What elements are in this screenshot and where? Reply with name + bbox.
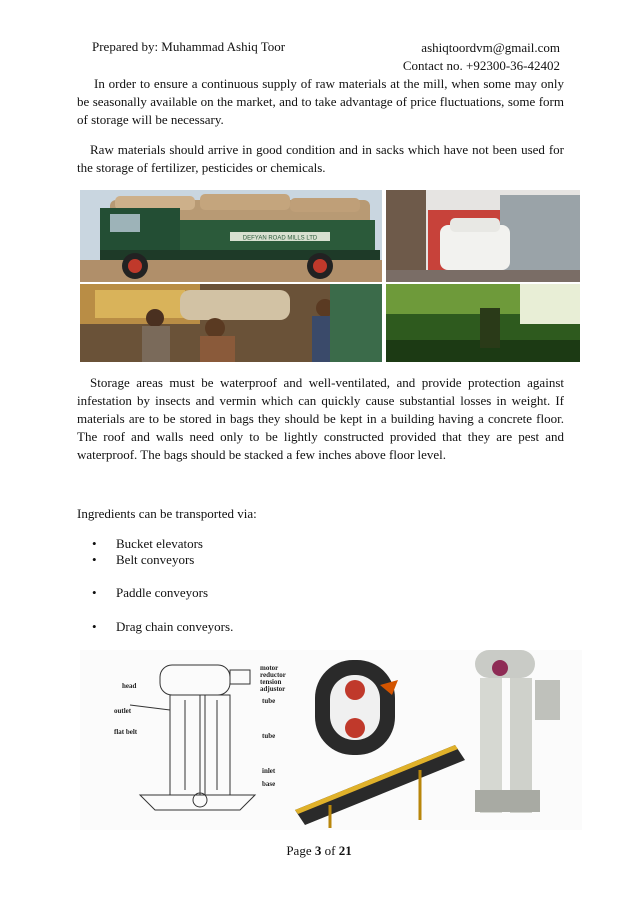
header-phone: Contact no. +92300-36-42402 — [402, 58, 560, 73]
paragraph-storage-intro: In order to ensure a continuous supply of raw materials at the mill, when some may only be seasonally available on the market, and to take advantage of price fluctuations, some form of storage will be necessary. — [77, 76, 564, 127]
header-contact-block — [403, 39, 560, 75]
bullet: • — [92, 585, 97, 600]
diagram-label-outlet: outlet — [114, 707, 132, 715]
bullet: • — [92, 619, 97, 634]
footer-page-word: Page — [286, 843, 312, 858]
conveyor-equipment-figure — [80, 650, 582, 830]
list-item-label: Paddle conveyors — [116, 585, 209, 600]
list-item-label: Drag chain conveyors. — [116, 619, 234, 634]
laborers-photo — [80, 284, 382, 362]
diagram-label-base: base — [262, 780, 276, 788]
field-workers-photo — [386, 284, 580, 362]
diagram-label-motor: motor — [260, 664, 279, 672]
list-item — [92, 552, 194, 568]
warehouse-photo — [386, 190, 580, 282]
belt-conveyor-illustration — [295, 745, 465, 828]
bullet: • — [92, 536, 97, 551]
footer-page-number: 3 — [314, 843, 322, 858]
transport-intro: Ingredients can be transported via: — [77, 506, 257, 521]
diagram-label-adjustor: adjustor — [260, 685, 286, 693]
page-footer — [0, 843, 638, 859]
header-author: Prepared by: Muhammad Ashiq Toor — [92, 39, 286, 54]
list-item — [92, 585, 208, 601]
diagram-label-tension: tension — [260, 678, 282, 686]
diagram-label-inlet: inlet — [262, 767, 276, 775]
header-email: ashiqtoordvm@gmail.com — [421, 40, 560, 55]
storage-photo-collage — [80, 190, 580, 362]
bucket-loop-illustration — [315, 660, 398, 755]
footer-of-word: of — [324, 843, 336, 858]
truck-photo — [80, 190, 382, 282]
elevator-machine-illustration — [475, 650, 560, 813]
paragraph-storage-areas: Storage areas must be waterproof and well-ventilated, and provide protection against infestation by insects and vermin which can quickly cause substantial losses in weight. If materials are to be stored in bags they should be kept in a building having a concrete floor. The roof and walls need only to be lightly constructed provided that they are pest and waterproof. The bags should be stacked a few inches above floor level. — [77, 375, 564, 462]
diagram-label-flat-belt: flat belt — [114, 728, 138, 736]
list-item — [92, 619, 233, 635]
diagram-label-tube-top: tube — [262, 697, 276, 705]
diagram-label-reductor: reductor — [260, 671, 286, 679]
footer-page-total: 21 — [338, 843, 352, 858]
diagram-label-head: head — [122, 682, 137, 690]
list-item — [92, 536, 203, 552]
paragraph-raw-materials: Raw materials should arrive in good condition and in sacks which have not been used for the storage of fertilizer, pesticides or chemicals. — [77, 142, 564, 175]
bucket-elevator-diagram — [130, 665, 255, 810]
list-item-label: Belt conveyors — [116, 552, 195, 567]
list-item-label: Bucket elevators — [116, 536, 203, 551]
diagram-label-tube-mid: tube — [262, 732, 276, 740]
bullet: • — [92, 552, 97, 567]
truck-sign-text: DEFYAN ROAD MILLS LTD — [242, 235, 318, 242]
